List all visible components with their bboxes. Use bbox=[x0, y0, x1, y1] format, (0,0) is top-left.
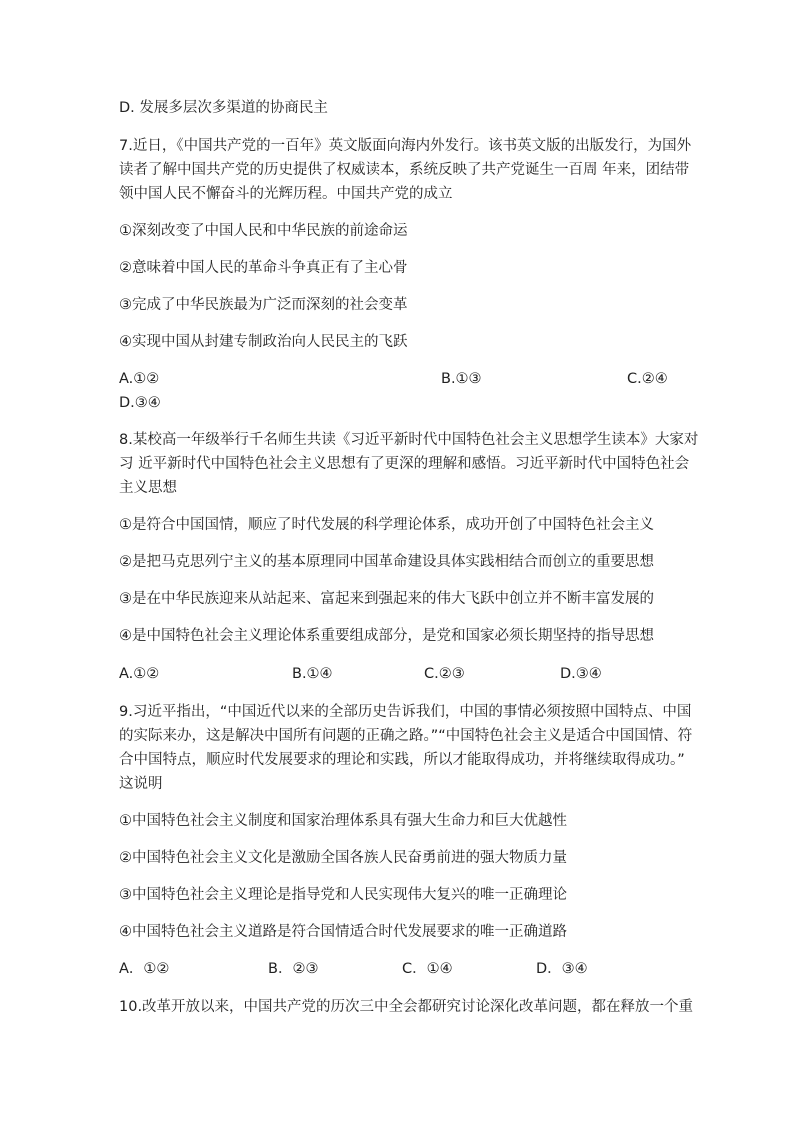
q9-option-d: D．③④ bbox=[536, 961, 588, 977]
q8-stem-line-1: 8.某校高一年级举行千名师生共读《习近平新时代中国特色社会主义思想学生读本》大家对 bbox=[119, 432, 699, 448]
q7-statement-1: ①深刻改变了中国人民和中华民族的前途命运 bbox=[119, 223, 408, 239]
q7-option-c: C.②④ bbox=[627, 371, 668, 387]
q7-stem-line-2: 读者了解中国共产党的历史提供了权威读本，系统反映了共产党诞生一百周 年来，团结带 bbox=[119, 162, 690, 178]
q10-stem-line-1: 10.改革开放以来，中国共产党的历次三中全会都研究讨论深化改革问题，都在释放一个重 bbox=[119, 999, 694, 1015]
q8-option-b: B.①④ bbox=[292, 666, 333, 682]
q8-stem-line-2: 习 近平新时代中国特色社会主义思想有了更深的理解和感悟。习近平新时代中国特色社会 bbox=[119, 456, 690, 472]
q9-stem-line-2: 的实际来办，这是解决中国所有问题的正确之路。”“中国特色社会主义是适合中国国情、符 bbox=[119, 728, 693, 744]
q9-stem-line-3: 合中国特点，顺应时代发展要求的理论和实践，所以才能取得成功，并将继续取得成功。” bbox=[119, 752, 685, 768]
q7-stem-line-1: 7.近日，《中国共产党的一百年》英文版面向海内外发行。该书英文版的出版发行，为国外 bbox=[119, 138, 692, 154]
q8-statement-2: ②是把马克思列宁主义的基本原理同中国革命建设具体实践相结合而创立的重要思想 bbox=[119, 554, 654, 570]
q7-statement-4: ④实现中国从封建专制政治向人民民主的飞跃 bbox=[119, 334, 408, 350]
q6-option-d: D. 发展多层次多渠道的协商民主 bbox=[119, 100, 328, 116]
q7-stem-line-3: 领中国人民不懈奋斗的光辉历程。中国共产党的成立 bbox=[119, 186, 453, 202]
q8-option-c: C.②③ bbox=[424, 666, 465, 682]
q9-statement-4: ④中国特色社会主义道路是符合国情适合时代发展要求的唯一正确道路 bbox=[119, 924, 567, 940]
q9-option-c: C．①④ bbox=[402, 961, 453, 977]
q7-option-a: A.①② bbox=[119, 371, 160, 387]
q9-option-a: A．①② bbox=[119, 961, 170, 977]
q9-statement-3: ③中国特色社会主义理论是指导党和人民实现伟大复兴的唯一正确理论 bbox=[119, 887, 567, 903]
q8-option-a: A.①② bbox=[119, 666, 160, 682]
q9-stem-line-4: 这说明 bbox=[119, 776, 163, 792]
q8-option-d: D.③④ bbox=[560, 666, 602, 682]
q7-option-b: B.①③ bbox=[441, 371, 482, 387]
q7-option-d: D.③④ bbox=[119, 395, 161, 411]
q8-statement-1: ①是符合中国国情，顺应了时代发展的科学理论体系，成功开创了中国特色社会主义 bbox=[119, 517, 654, 533]
q9-statement-2: ②中国特色社会主义文化是激励全国各族人民奋勇前进的强大物质力量 bbox=[119, 850, 567, 866]
q9-statement-1: ①中国特色社会主义制度和国家治理体系具有强大生命力和巨大优越性 bbox=[119, 813, 567, 829]
q7-statement-2: ②意味着中国人民的革命斗争真正有了主心骨 bbox=[119, 260, 408, 276]
q7-statement-3: ③完成了中华民族最为广泛而深刻的社会变革 bbox=[119, 297, 408, 313]
q8-statement-4: ④是中国特色社会主义理论体系重要组成部分，是党和国家必须长期坚持的指导思想 bbox=[119, 628, 654, 644]
q8-stem-line-3: 主义思想 bbox=[119, 480, 177, 496]
q9-stem-line-1: 9.习近平指出，“中国近代以来的全部历史告诉我们，中国的事情必须按照中国特点、中国 bbox=[119, 704, 692, 720]
q9-option-b: B．②③ bbox=[268, 961, 319, 977]
q8-statement-3: ③是在中华民族迎来从站起来、富起来到强起来的伟大飞跃中创立并不断丰富发展的 bbox=[119, 591, 654, 607]
